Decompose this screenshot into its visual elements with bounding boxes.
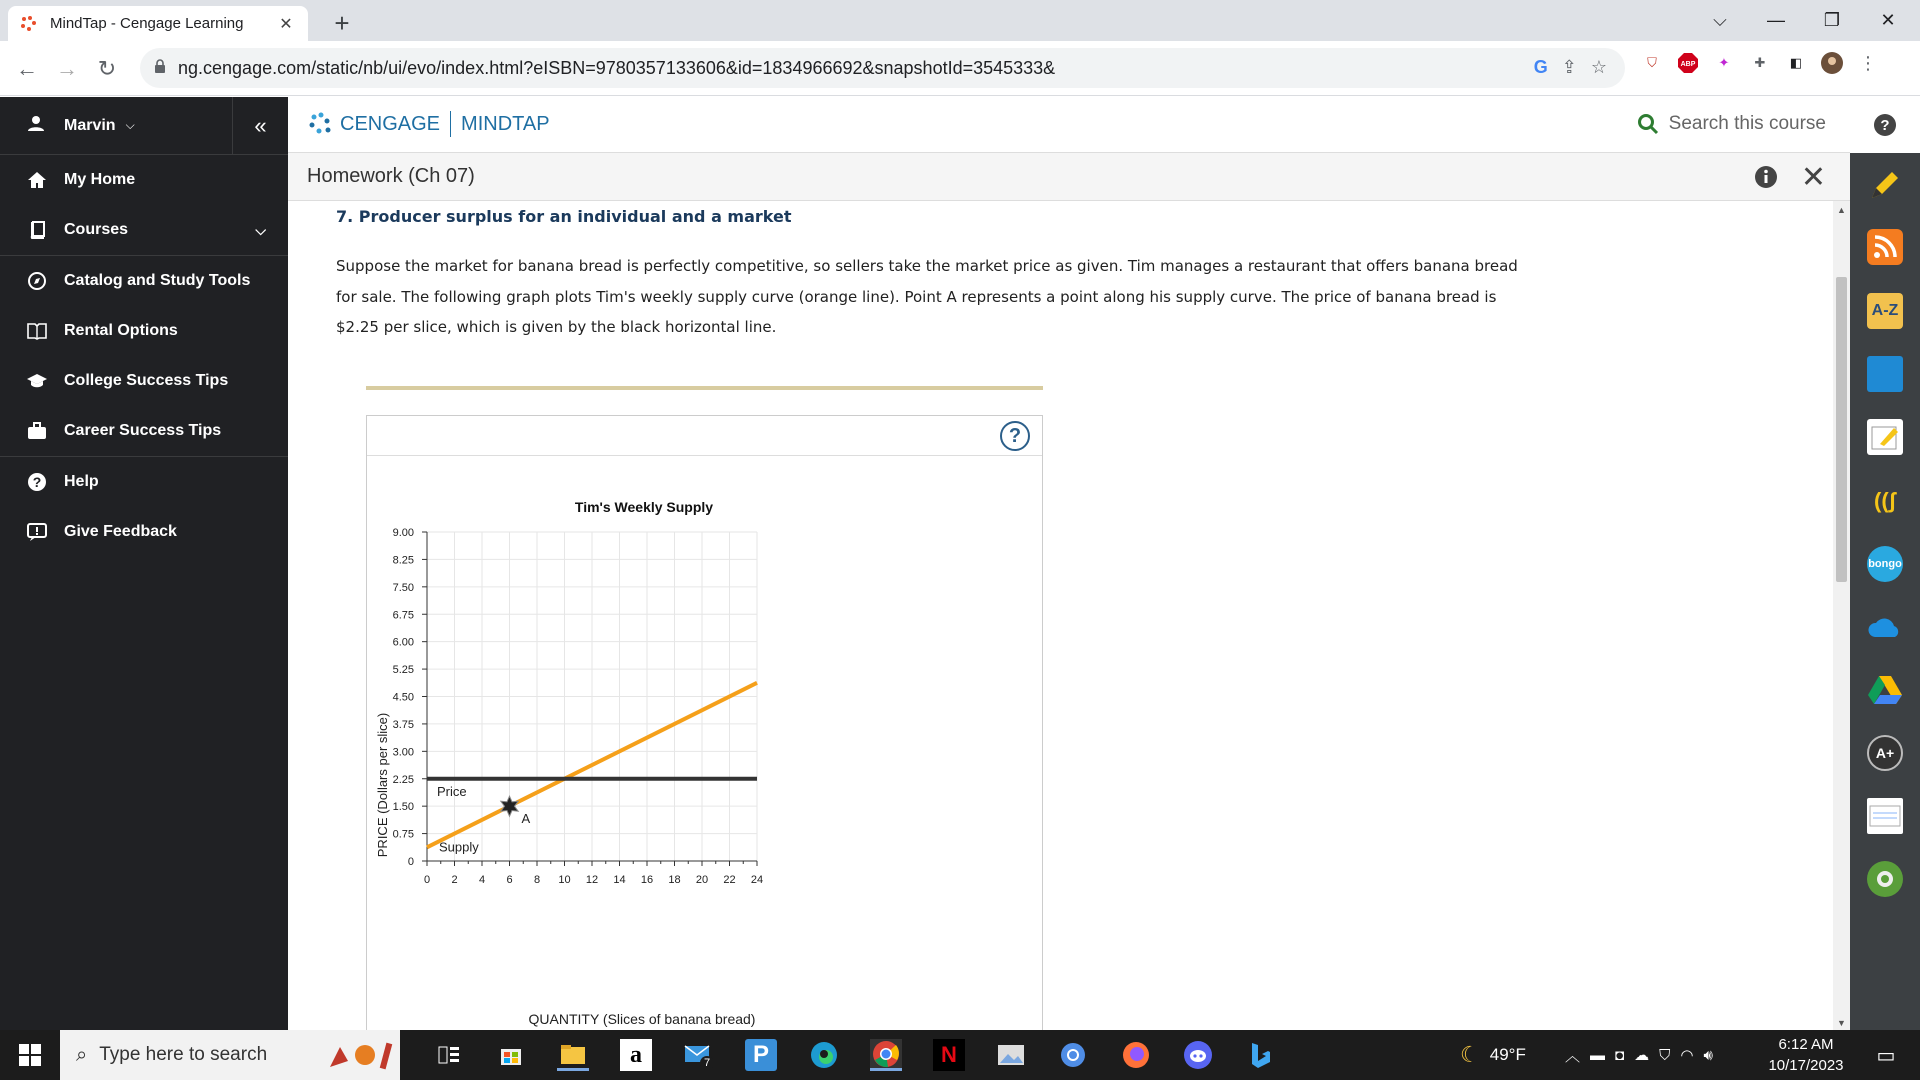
onedrive-app-icon[interactable]	[1867, 609, 1903, 645]
firefox-icon[interactable]	[1120, 1039, 1152, 1071]
y-tick-label: 3.00	[392, 746, 414, 759]
y-tick-label: 0.75	[392, 828, 414, 841]
ublock-extension-icon[interactable]: ⛉	[1647, 55, 1657, 70]
close-assignment-icon[interactable]: ✕	[1800, 161, 1826, 194]
task-view-icon[interactable]	[433, 1039, 465, 1071]
meet-now-icon[interactable]: ◘	[1615, 1046, 1625, 1064]
question-title: 7. Producer surplus for an individual and a market	[336, 207, 792, 226]
sidebar-item-courses[interactable]	[0, 205, 288, 255]
clock-date: 10/17/2023	[1768, 1057, 1844, 1074]
sidebar-item-label: Catalog and Study Tools	[64, 272, 251, 289]
home-icon	[24, 171, 50, 189]
tab-search-icon[interactable]: ⌵	[1713, 10, 1727, 30]
x-tick-label: 22	[723, 874, 736, 886]
browser-tab-bar	[0, 0, 1920, 41]
x-tick-label: 12	[585, 874, 599, 886]
tab-title: MindTap - Cengage Learning	[50, 15, 244, 32]
google-drive-app-icon[interactable]	[1867, 672, 1903, 708]
tray-overflow-icon[interactable]: ︿	[1565, 1047, 1581, 1065]
cengage-mindtap-logo[interactable]	[308, 111, 550, 137]
notifications-icon[interactable]: ▭	[1876, 1044, 1896, 1067]
profile-avatar[interactable]	[1820, 51, 1844, 75]
window-close-icon[interactable]: ✕	[1880, 10, 1896, 30]
y-tick-label: 3.75	[392, 718, 414, 731]
book-icon	[24, 221, 50, 239]
minimize-icon[interactable]: —	[1767, 10, 1785, 30]
moon-icon: ☾	[1460, 1042, 1480, 1067]
sidebar-item-college-success[interactable]	[0, 356, 288, 406]
bongo-app-icon[interactable]: bongo	[1867, 546, 1903, 582]
back-icon[interactable]: ←	[16, 56, 38, 81]
rss-app-icon[interactable]	[1867, 229, 1903, 265]
search-icon	[1637, 113, 1659, 135]
windows-taskbar	[0, 1030, 1920, 1080]
netflix-icon[interactable]: N	[933, 1039, 965, 1071]
user-name: Marvin	[64, 116, 116, 134]
sidebar-item-label: Career Success Tips	[64, 422, 222, 439]
y-tick-label: 7.50	[392, 581, 414, 594]
feedback-icon	[24, 522, 50, 542]
system-tray	[1565, 1030, 1713, 1080]
y-tick-label: 6.00	[392, 636, 414, 649]
chevron-down-icon: ⌵	[125, 118, 135, 132]
green-app-icon[interactable]	[1867, 861, 1903, 897]
x-tick-label: 16	[640, 874, 654, 886]
search-highlight-art-icon[interactable]	[325, 1039, 405, 1071]
help-circle-icon	[1873, 113, 1897, 137]
weather-widget[interactable]	[1460, 1030, 1526, 1080]
cortana-icon[interactable]	[1057, 1039, 1089, 1071]
sidebar-item-give-feedback[interactable]	[0, 507, 288, 557]
chevron-down-icon: ⌵	[255, 221, 266, 238]
app-dock	[1850, 153, 1920, 1030]
cengage-logo-icon	[308, 111, 334, 137]
ebook-app-icon[interactable]	[1867, 356, 1903, 392]
dictionary-app-icon[interactable]: A-Z	[1867, 293, 1903, 329]
question-content	[288, 201, 1833, 1030]
info-icon[interactable]	[1754, 165, 1778, 194]
search-placeholder: Search this course	[1668, 113, 1826, 134]
bookmark-star-icon[interactable]: ☆	[1590, 57, 1607, 77]
x-tick-label: 10	[558, 874, 571, 886]
volume-icon[interactable]: 🔊︎	[1703, 1046, 1713, 1064]
supply-chart	[367, 456, 1042, 1030]
y-axis-label: PRICE (Dollars per slice)	[375, 712, 390, 858]
svg-text:ABP: ABP	[1680, 61, 1696, 68]
sidebar-item-help[interactable]	[0, 457, 288, 507]
point-a-label: A	[521, 811, 531, 827]
chrome-icon[interactable]	[870, 1039, 902, 1071]
y-tick-label: 4.50	[392, 691, 414, 704]
y-tick-label: 1.50	[392, 801, 414, 814]
help-circle-icon	[24, 472, 50, 492]
graph-help-icon[interactable]: ?	[1000, 421, 1030, 451]
sidebar-item-label: Rental Options	[64, 322, 178, 339]
edge-icon[interactable]	[808, 1039, 840, 1071]
graph-panel	[366, 415, 1043, 1030]
reload-icon[interactable]: ↻	[97, 56, 117, 81]
assignment-title: Homework (Ch 07)	[307, 165, 475, 187]
x-tick-label: 14	[613, 874, 626, 886]
cengage-favicon-icon	[20, 15, 38, 33]
y-tick-label: 5.25	[392, 664, 414, 677]
sidebar-item-label: Help	[64, 473, 99, 490]
file-explorer-icon[interactable]	[557, 1039, 589, 1071]
sidebar-item-label: Give Feedback	[64, 523, 177, 540]
x-tick-label: 24	[750, 874, 764, 886]
security-tray-icon[interactable]: ⛉	[1659, 1046, 1671, 1064]
x-tick-label: 18	[668, 874, 681, 886]
url-text: ng.cengage.com/static/nb/ui/evo/index.html?eISBN=9780357133606&id=1834966692&snapshotId=3545333&	[178, 57, 1056, 78]
pencil-app-icon[interactable]	[1867, 167, 1903, 203]
sidebar-item-label: My Home	[64, 171, 136, 188]
scroll-up-icon[interactable]: ▲	[1837, 205, 1846, 215]
onedrive-tray-icon[interactable]: ☁	[1634, 1047, 1650, 1064]
photos-icon[interactable]	[995, 1039, 1027, 1071]
sidebar-item-rental-options[interactable]	[0, 306, 288, 356]
forward-icon[interactable]: →	[56, 56, 78, 81]
mail-badge: 7	[704, 1057, 711, 1069]
flashcards-app-icon[interactable]	[1867, 798, 1903, 834]
user-icon	[28, 115, 46, 136]
pandora-icon[interactable]: P	[745, 1039, 777, 1071]
extensions-icon[interactable]: ✚	[1754, 55, 1766, 70]
content-scrollbar[interactable]	[1833, 201, 1850, 1030]
x-tick-label: 8	[533, 874, 541, 886]
svg-text:?: ?	[32, 474, 42, 490]
mindtap-header	[288, 97, 1850, 153]
price-label: Price	[437, 783, 467, 799]
taskbar-search-placeholder: Type here to search	[99, 1044, 268, 1065]
new-tab-icon[interactable]: +	[334, 8, 350, 38]
compass-icon	[24, 272, 50, 290]
battery-icon[interactable]: ▬	[1590, 1046, 1606, 1064]
readspeaker-app-icon[interactable]: ((ʃ	[1874, 488, 1896, 513]
scroll-down-icon[interactable]: ▼	[1837, 1018, 1846, 1028]
x-tick-label: 4	[478, 874, 486, 886]
y-tick-label: 6.75	[392, 609, 414, 622]
wifi-icon[interactable]: ◠	[1680, 1047, 1694, 1064]
assignment-bar	[288, 153, 1850, 201]
briefcase-icon	[24, 422, 50, 440]
y-tick-label: 9.00	[392, 527, 414, 539]
x-axis-label: QUANTITY (Slices of banana bread)	[528, 1011, 756, 1027]
weather-temp: 49°F	[1489, 1045, 1526, 1064]
browser-menu-icon[interactable]: ⋮	[1859, 52, 1877, 73]
search-icon: ⌕	[76, 1043, 88, 1066]
y-tick-label: 2.25	[392, 773, 414, 786]
share-icon[interactable]: ⇪	[1561, 57, 1577, 77]
lock-icon	[154, 59, 166, 73]
y-tick-label: 8.25	[392, 554, 414, 567]
x-tick-label: 20	[695, 874, 709, 886]
chart-title: Tim's Weekly Supply	[574, 499, 714, 515]
discord-icon[interactable]	[1182, 1039, 1214, 1071]
bing-icon[interactable]	[1244, 1039, 1276, 1071]
y-tick-label: 0	[407, 856, 414, 868]
address-bar[interactable]	[140, 48, 1625, 88]
puzzle-pink-extension-icon[interactable]: ✦	[1718, 55, 1730, 70]
tab-close-icon[interactable]: ✕	[279, 15, 293, 33]
brand-name: CENGAGE	[340, 112, 441, 135]
mail-icon[interactable]	[682, 1039, 714, 1071]
product-name: MINDTAP	[461, 112, 550, 135]
notes-app-icon[interactable]	[1867, 419, 1903, 455]
browser-tab[interactable]	[8, 6, 308, 41]
adblock-plus-extension-icon[interactable]	[1676, 51, 1700, 75]
x-tick-label: 2	[451, 874, 458, 886]
scrollbar-thumb[interactable]	[1836, 277, 1847, 582]
user-menu[interactable]	[0, 97, 288, 155]
windows-start-icon[interactable]	[14, 1039, 46, 1071]
aplus-app-icon[interactable]: A+	[1867, 735, 1903, 771]
x-tick-label: 6	[506, 874, 513, 886]
global-help-button[interactable]	[1850, 97, 1920, 153]
sidebar-item-career-success[interactable]	[0, 406, 288, 456]
graph-divider	[366, 386, 1043, 390]
sidebar-item-label: Courses	[64, 221, 129, 238]
google-lens-icon[interactable]: G	[1533, 57, 1548, 77]
svg-text:?: ?	[1880, 117, 1890, 134]
sidebar-item-my-home[interactable]	[0, 155, 288, 205]
amazon-icon[interactable]: a	[620, 1039, 652, 1071]
supply-label: Supply	[439, 839, 479, 855]
graduation-cap-icon	[24, 373, 50, 389]
open-book-icon	[24, 322, 50, 340]
clock[interactable]	[1766, 1034, 1846, 1076]
extensions-row	[1640, 51, 1880, 75]
course-sidebar	[0, 97, 288, 1030]
microsoft-store-icon[interactable]	[495, 1039, 527, 1071]
course-search[interactable]	[1637, 113, 1826, 135]
collapse-sidebar-icon[interactable]: «	[232, 97, 288, 155]
browser-toolbar	[0, 41, 1920, 96]
clock-time: 6:12 AM	[1778, 1036, 1834, 1053]
sidebar-item-catalog[interactable]	[0, 256, 288, 306]
side-panel-icon[interactable]: ◧	[1789, 55, 1803, 70]
question-body: Suppose the market for banana bread is perfectly competitive, so sellers take the market price as given. Tim manages a restaurant that offers banana bread for sale. The following graph plots Tim's weekly supply curve (orange line). Point A represents a point along his supply curve. The price of banana bread is $2.25 per slice, which is given by the black horizontal line.	[336, 257, 1518, 336]
x-tick-label: 0	[423, 874, 431, 886]
sidebar-item-label: College Success Tips	[64, 372, 229, 389]
restore-icon[interactable]: ❐	[1823, 10, 1841, 30]
